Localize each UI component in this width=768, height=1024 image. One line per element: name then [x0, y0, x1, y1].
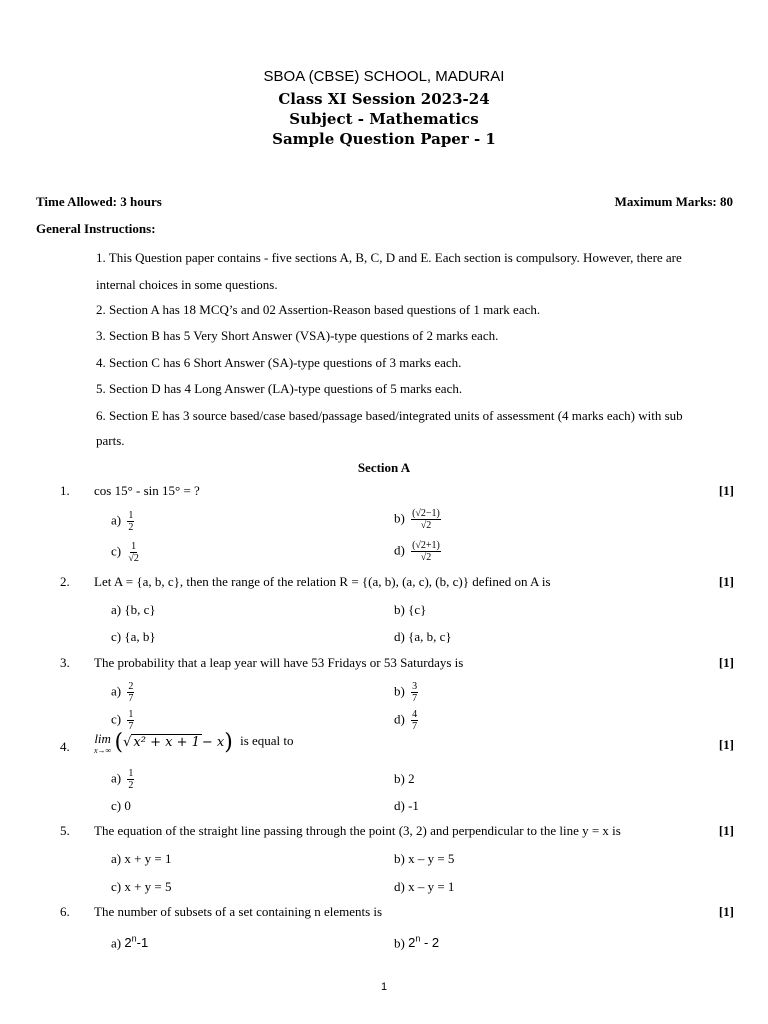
- option-b: [394, 508, 441, 531]
- right-paren: ): [224, 730, 233, 755]
- option-label: a): [111, 935, 122, 951]
- fraction-denominator: √2: [420, 520, 432, 531]
- option-label: b): [394, 510, 405, 526]
- option-b: b) 2: [394, 771, 415, 786]
- question-number: 5.: [60, 823, 70, 838]
- option-c: c) x + y = 5: [111, 879, 172, 894]
- power-exponent: n: [131, 934, 137, 944]
- maximum-marks: Maximum Marks: 80: [614, 194, 733, 209]
- option-label: a): [111, 770, 122, 786]
- fraction-numerator: 3: [412, 681, 418, 692]
- question-marks: [1]: [718, 483, 734, 498]
- fraction-numerator: (√2−1): [412, 508, 440, 519]
- instruction-4: 4. Section C has 6 Short Answer (SA)-type questions of 3 marks each.: [96, 355, 462, 370]
- power-expression: [124, 935, 148, 950]
- instruction-6-continued: parts.: [96, 433, 125, 448]
- question-number: 6.: [60, 904, 70, 919]
- option-label: d): [394, 711, 405, 727]
- option-a: a) x + y = 1: [111, 851, 172, 866]
- square-root: √ x² + x + 1: [123, 735, 200, 750]
- instruction-2: 2. Section A has 18 MCQ’s and 02 Assertion-Reason based questions of 1 mark each.: [96, 302, 541, 317]
- general-instructions-heading: General Instructions:: [36, 221, 156, 236]
- fraction: [127, 768, 134, 791]
- option-d: d) {a, b, c}: [394, 629, 452, 644]
- option-b: b) x – y = 5: [394, 851, 455, 866]
- left-paren: (: [114, 730, 124, 755]
- fraction: [411, 508, 441, 531]
- power-exponent: n: [415, 934, 421, 944]
- paper-title: Sample Question Paper - 1: [272, 130, 496, 148]
- question-text: cos 15° - sin 15° = ?: [94, 483, 200, 498]
- fraction-numerator: (√2+1): [412, 540, 440, 551]
- fraction: [127, 709, 134, 732]
- question-text: The probability that a leap year will have 53 Fridays or 53 Saturdays is: [94, 655, 464, 670]
- question-text: Let A = {a, b, c}, then the range of the relation R = {(a, b), (a, c), (b, c)} defined on A is: [94, 574, 551, 589]
- option-a: [111, 768, 134, 791]
- subject-title: Subject - Mathematics: [289, 110, 479, 128]
- option-b: b) {c}: [394, 602, 427, 617]
- option-c: c) 0: [111, 798, 131, 813]
- option-a: a) {b, c}: [111, 602, 156, 617]
- fraction-denominator: √2: [420, 552, 432, 563]
- fraction: [411, 540, 441, 563]
- limit-subscript: x→∞: [94, 745, 112, 755]
- option-label: c): [111, 711, 122, 727]
- fraction-denominator: 2: [128, 780, 134, 791]
- fraction-numerator: 2: [128, 681, 134, 692]
- limit-word: lim: [94, 730, 111, 746]
- question-marks: [1]: [718, 823, 734, 838]
- fraction-numerator: 4: [412, 709, 418, 720]
- power-tail: -1: [136, 935, 149, 951]
- power-base: 2: [124, 935, 132, 951]
- class-session-title: Class XI Session 2023-24: [278, 90, 490, 108]
- option-d: d) -1: [394, 798, 419, 813]
- option-d: [394, 540, 441, 563]
- fraction: [411, 681, 418, 704]
- fraction-denominator: 7: [412, 721, 418, 732]
- question-text: The equation of the straight line passing through the point (3, 2) and perpendicular to the line y = x is: [94, 823, 621, 838]
- minus-x-term: − x: [201, 735, 225, 750]
- instruction-1: 1. This Question paper contains - five sections A, B, C, D and E. Each section is compulsory. However, there are: [96, 250, 682, 265]
- question-text: is equal to: [240, 733, 294, 749]
- fraction-denominator: √2: [128, 553, 139, 564]
- radicand: x² + x + 1: [133, 735, 200, 750]
- option-c: c) {a, b}: [111, 629, 156, 644]
- option-label: b): [394, 683, 405, 699]
- school-name: SBOA (CBSE) SCHOOL, MADURAI: [263, 68, 505, 85]
- option-c: [111, 541, 140, 564]
- time-allowed: Time Allowed: 3 hours: [36, 194, 162, 209]
- option-a: [111, 510, 134, 533]
- question-number: 2.: [60, 574, 70, 589]
- option-label: d): [394, 542, 405, 558]
- option-c: [111, 709, 134, 732]
- fraction: [127, 510, 134, 533]
- power-base: 2: [408, 935, 416, 951]
- option-b: [394, 934, 439, 951]
- option-label: a): [111, 683, 122, 699]
- question-number: 1.: [60, 483, 70, 498]
- fraction: [127, 681, 134, 704]
- fraction-numerator: 1: [128, 709, 134, 720]
- section-a-heading: Section A: [357, 460, 411, 475]
- power-tail: - 2: [420, 935, 440, 951]
- option-a: [111, 934, 148, 951]
- question-number: 4.: [60, 739, 70, 754]
- option-label: a): [111, 512, 122, 528]
- limit-operator: [94, 731, 111, 755]
- question-marks: [1]: [718, 904, 734, 919]
- option-b: [394, 681, 418, 704]
- question-marks: [1]: [718, 737, 734, 752]
- instruction-3: 3. Section B has 5 Very Short Answer (VSA)-type questions of 2 marks each.: [96, 328, 499, 343]
- fraction-denominator: 7: [128, 693, 134, 704]
- power-expression: [408, 935, 439, 950]
- question-marks: [1]: [718, 574, 734, 589]
- fraction-numerator: 1: [128, 510, 134, 521]
- instruction-5: 5. Section D has 4 Long Answer (LA)-type questions of 5 marks each.: [96, 381, 463, 396]
- option-a: [111, 681, 134, 704]
- page-number: 1: [380, 981, 388, 993]
- fraction-numerator: 1: [131, 541, 137, 552]
- fraction-numerator: 1: [128, 768, 134, 779]
- limit-expression: [94, 730, 294, 755]
- fraction-denominator: 7: [128, 721, 134, 732]
- fraction-denominator: 2: [128, 522, 134, 533]
- option-label: c): [111, 543, 122, 559]
- option-d: [394, 709, 418, 732]
- option-label: b): [394, 935, 405, 951]
- instruction-6: 6. Section E has 3 source based/case based/passage based/integrated units of assessment (4 marks each) with sub: [96, 408, 683, 423]
- question-text: The number of subsets of a set containing n elements is: [94, 904, 383, 919]
- option-d: d) x – y = 1: [394, 879, 455, 894]
- question-marks: [1]: [718, 655, 734, 670]
- fraction-denominator: 7: [412, 693, 418, 704]
- fraction: [127, 541, 140, 564]
- question-number: 3.: [60, 655, 70, 670]
- fraction: [411, 709, 418, 732]
- instruction-1-continued: internal choices in some questions.: [96, 277, 278, 292]
